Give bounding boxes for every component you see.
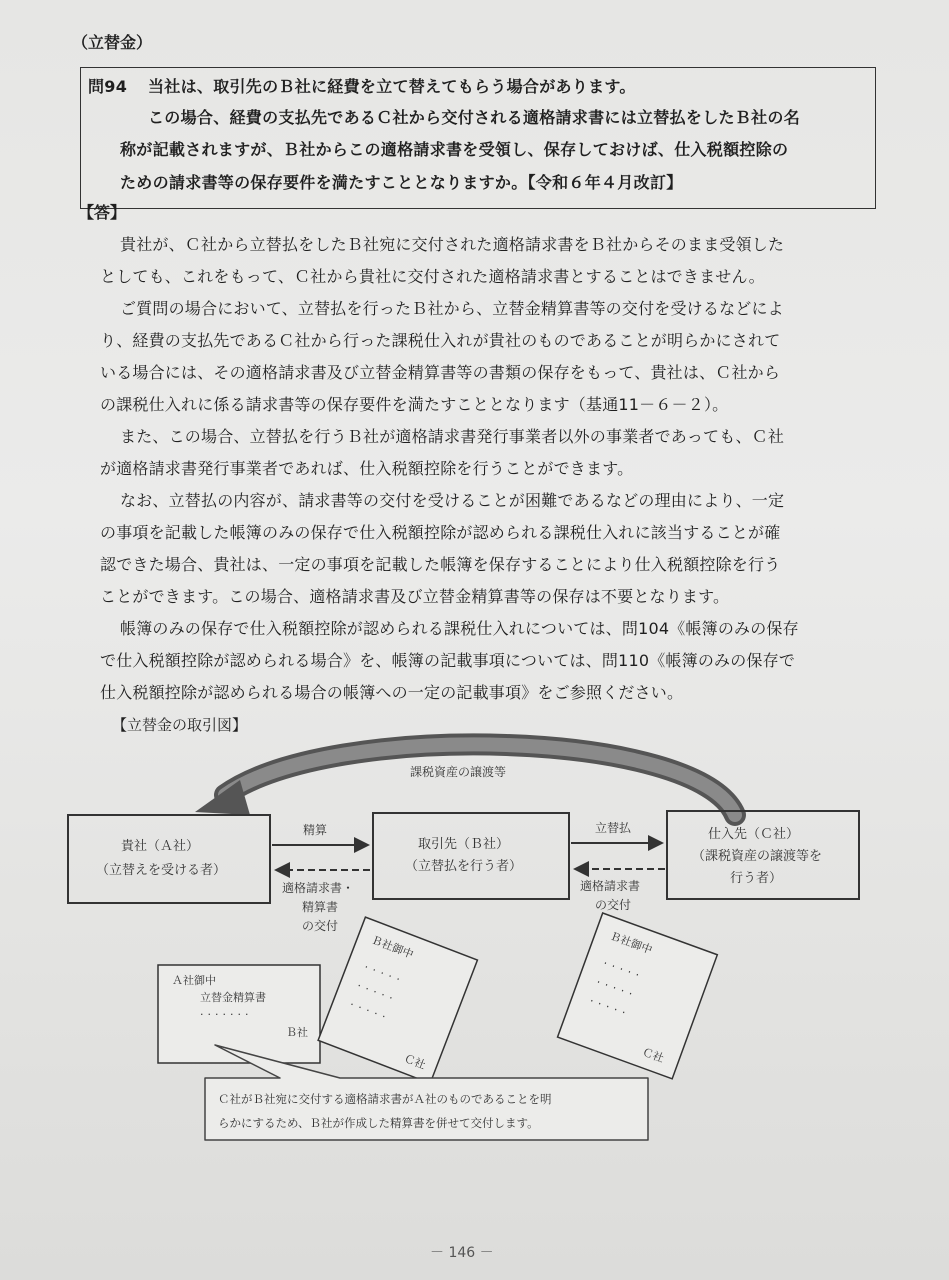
- invoice-1-addressee: Ｂ社御中: [369, 933, 416, 962]
- answer-line-10: の事項を記載した帳簿のみの保存で仕入税額控除が認められる課税仕入れに該当することが確: [100, 523, 781, 542]
- question-line-3: 称が記載されますが、Ｂ社からこの適格請求書を受領し、保存しておけば、仕入税額控除の: [120, 140, 789, 159]
- invoice-1-dots-a: ·····: [362, 960, 407, 988]
- box-c-line-3: 行う者）: [730, 871, 783, 886]
- answer-line-11: 認できた場合、貴社は、一定の事項を記載した帳簿を保存することにより仕入税額控除を行う: [100, 555, 781, 574]
- answer-line-15: 仕入税額控除が認められる場合の帳簿への一定の記載事項》をご参照ください。: [100, 683, 684, 702]
- callout-line-1: Ｃ社がＢ社宛に交付する適格請求書がＡ社のものであることを明: [218, 1092, 552, 1106]
- settlement-addressee: Ａ社御中: [172, 974, 216, 987]
- callout-line-2: らかにするため、Ｂ社が作成した精算書を併せて交付します。: [218, 1116, 539, 1130]
- box-a-line-1: 貴社（Ａ社）: [121, 839, 200, 854]
- question-number: 問94: [88, 77, 128, 96]
- answer-line-2: としても、これをもって、Ｃ社から貴社に交付された適格請求書とすることはできません。: [100, 267, 765, 286]
- answer-line-9: なお、立替払の内容が、請求書等の交付を受けることが困難であるなどの理由により、一定: [120, 491, 785, 510]
- answer-line-5: いる場合には、その適格請求書及び立替金精算書等の書類の保存をもって、貴社は、Ｃ社から: [100, 363, 781, 382]
- answer-line-4: り、経費の支払先であるＣ社から行った課税仕入れが貴社のものであることが明らかにされて: [100, 331, 781, 350]
- invoice-2-dots-b: ·····: [594, 975, 639, 1003]
- transaction-diagram: [0, 730, 949, 1160]
- answer-line-7: また、この場合、立替払を行うＢ社が適格請求書発行事業者以外の事業者であっても、Ｃ社: [120, 427, 785, 446]
- page-number: － 146 －: [430, 1245, 494, 1261]
- arrow-ab-top-label: 精算: [303, 823, 328, 837]
- arrow-ab-label-1: 適格請求書・: [282, 881, 355, 895]
- box-c-line-2: （課税資産の譲渡等を: [692, 849, 823, 864]
- answer-line-6: の課税仕入れに係る請求書等の保存要件を満たすこととなります（基通11－６－２）。: [100, 395, 729, 414]
- answer-line-1: 貴社が、Ｃ社から立替払をしたＢ社宛に交付された適格請求書をＢ社からそのまま受領した: [120, 235, 785, 254]
- box-c-line-1: 仕入先（Ｃ社）: [708, 827, 800, 842]
- section-label: （立替金）: [72, 33, 153, 52]
- invoice-1-dots-c: ·····: [347, 997, 393, 1026]
- invoice-1-issuer: Ｃ社: [402, 1051, 428, 1072]
- invoice-document-2: [558, 913, 718, 1079]
- answer-line-14: で仕入税額控除が認められる場合》を、帳簿の記載事項については、問110《帳簿のみの保存で: [100, 651, 796, 670]
- answer-line-8: が適格請求書発行事業者であれば、仕入税額控除を行うことができます。: [100, 459, 634, 478]
- box-b-line-2: （立替払を行う者）: [405, 859, 523, 874]
- question-line-4: ための請求書等の保存要件を満たすこととなりますか。【令和６年４月改訂】: [120, 173, 683, 192]
- invoice-document-1: [318, 917, 477, 1083]
- invoice-2-dots-c: ·····: [587, 994, 633, 1022]
- box-b-line-1: 取引先（Ｂ社）: [418, 837, 510, 852]
- arrow-bc-label-1: 適格請求書: [580, 879, 641, 893]
- invoice-2-dots-a: ·····: [601, 956, 646, 984]
- settlement-dots: ·······: [200, 1008, 253, 1021]
- box-company-b: [373, 813, 569, 899]
- settlement-title: 立替金精算書: [200, 991, 266, 1004]
- box-a-line-2: （立替えを受ける者）: [96, 863, 227, 878]
- transfer-arc: [225, 744, 735, 815]
- arrow-ab-label-2: 精算書: [302, 900, 339, 914]
- answer-line-13: 帳簿のみの保存で仕入税額控除が認められる課税仕入れについては、問104《帳簿のみの保存: [120, 619, 799, 638]
- box-company-a: [68, 815, 270, 903]
- arrow-ab-label-3: の交付: [302, 919, 339, 933]
- answer-label: 【答】: [78, 203, 127, 222]
- question-line-2: この場合、経費の支払先であるＣ社から交付される適格請求書には立替払をしたＢ社の名: [148, 108, 801, 127]
- arc-label: 課税資産の譲渡等: [410, 765, 507, 779]
- diagram-title: 【立替金の取引図】: [112, 716, 248, 734]
- answer-line-3: ご質問の場合において、立替払を行ったＢ社から、立替金精算書等の交付を受けるなどによ: [120, 299, 784, 318]
- invoice-1-dots-b: ·····: [355, 979, 400, 1007]
- invoice-2-issuer: Ｃ社: [640, 1045, 666, 1066]
- question-line-1: 当社は、取引先のＢ社に経費を立て替えてもらう場合があります。: [148, 77, 636, 96]
- arrow-bc-label-2: の交付: [595, 898, 632, 912]
- invoice-2-addressee: Ｂ社御中: [608, 929, 655, 957]
- arrow-bc-top-label: 立替払: [595, 821, 632, 835]
- settlement-issuer: Ｂ社: [286, 1026, 308, 1039]
- answer-line-12: ことができます。この場合、適格請求書及び立替金精算書等の保存は不要となります。: [100, 587, 730, 606]
